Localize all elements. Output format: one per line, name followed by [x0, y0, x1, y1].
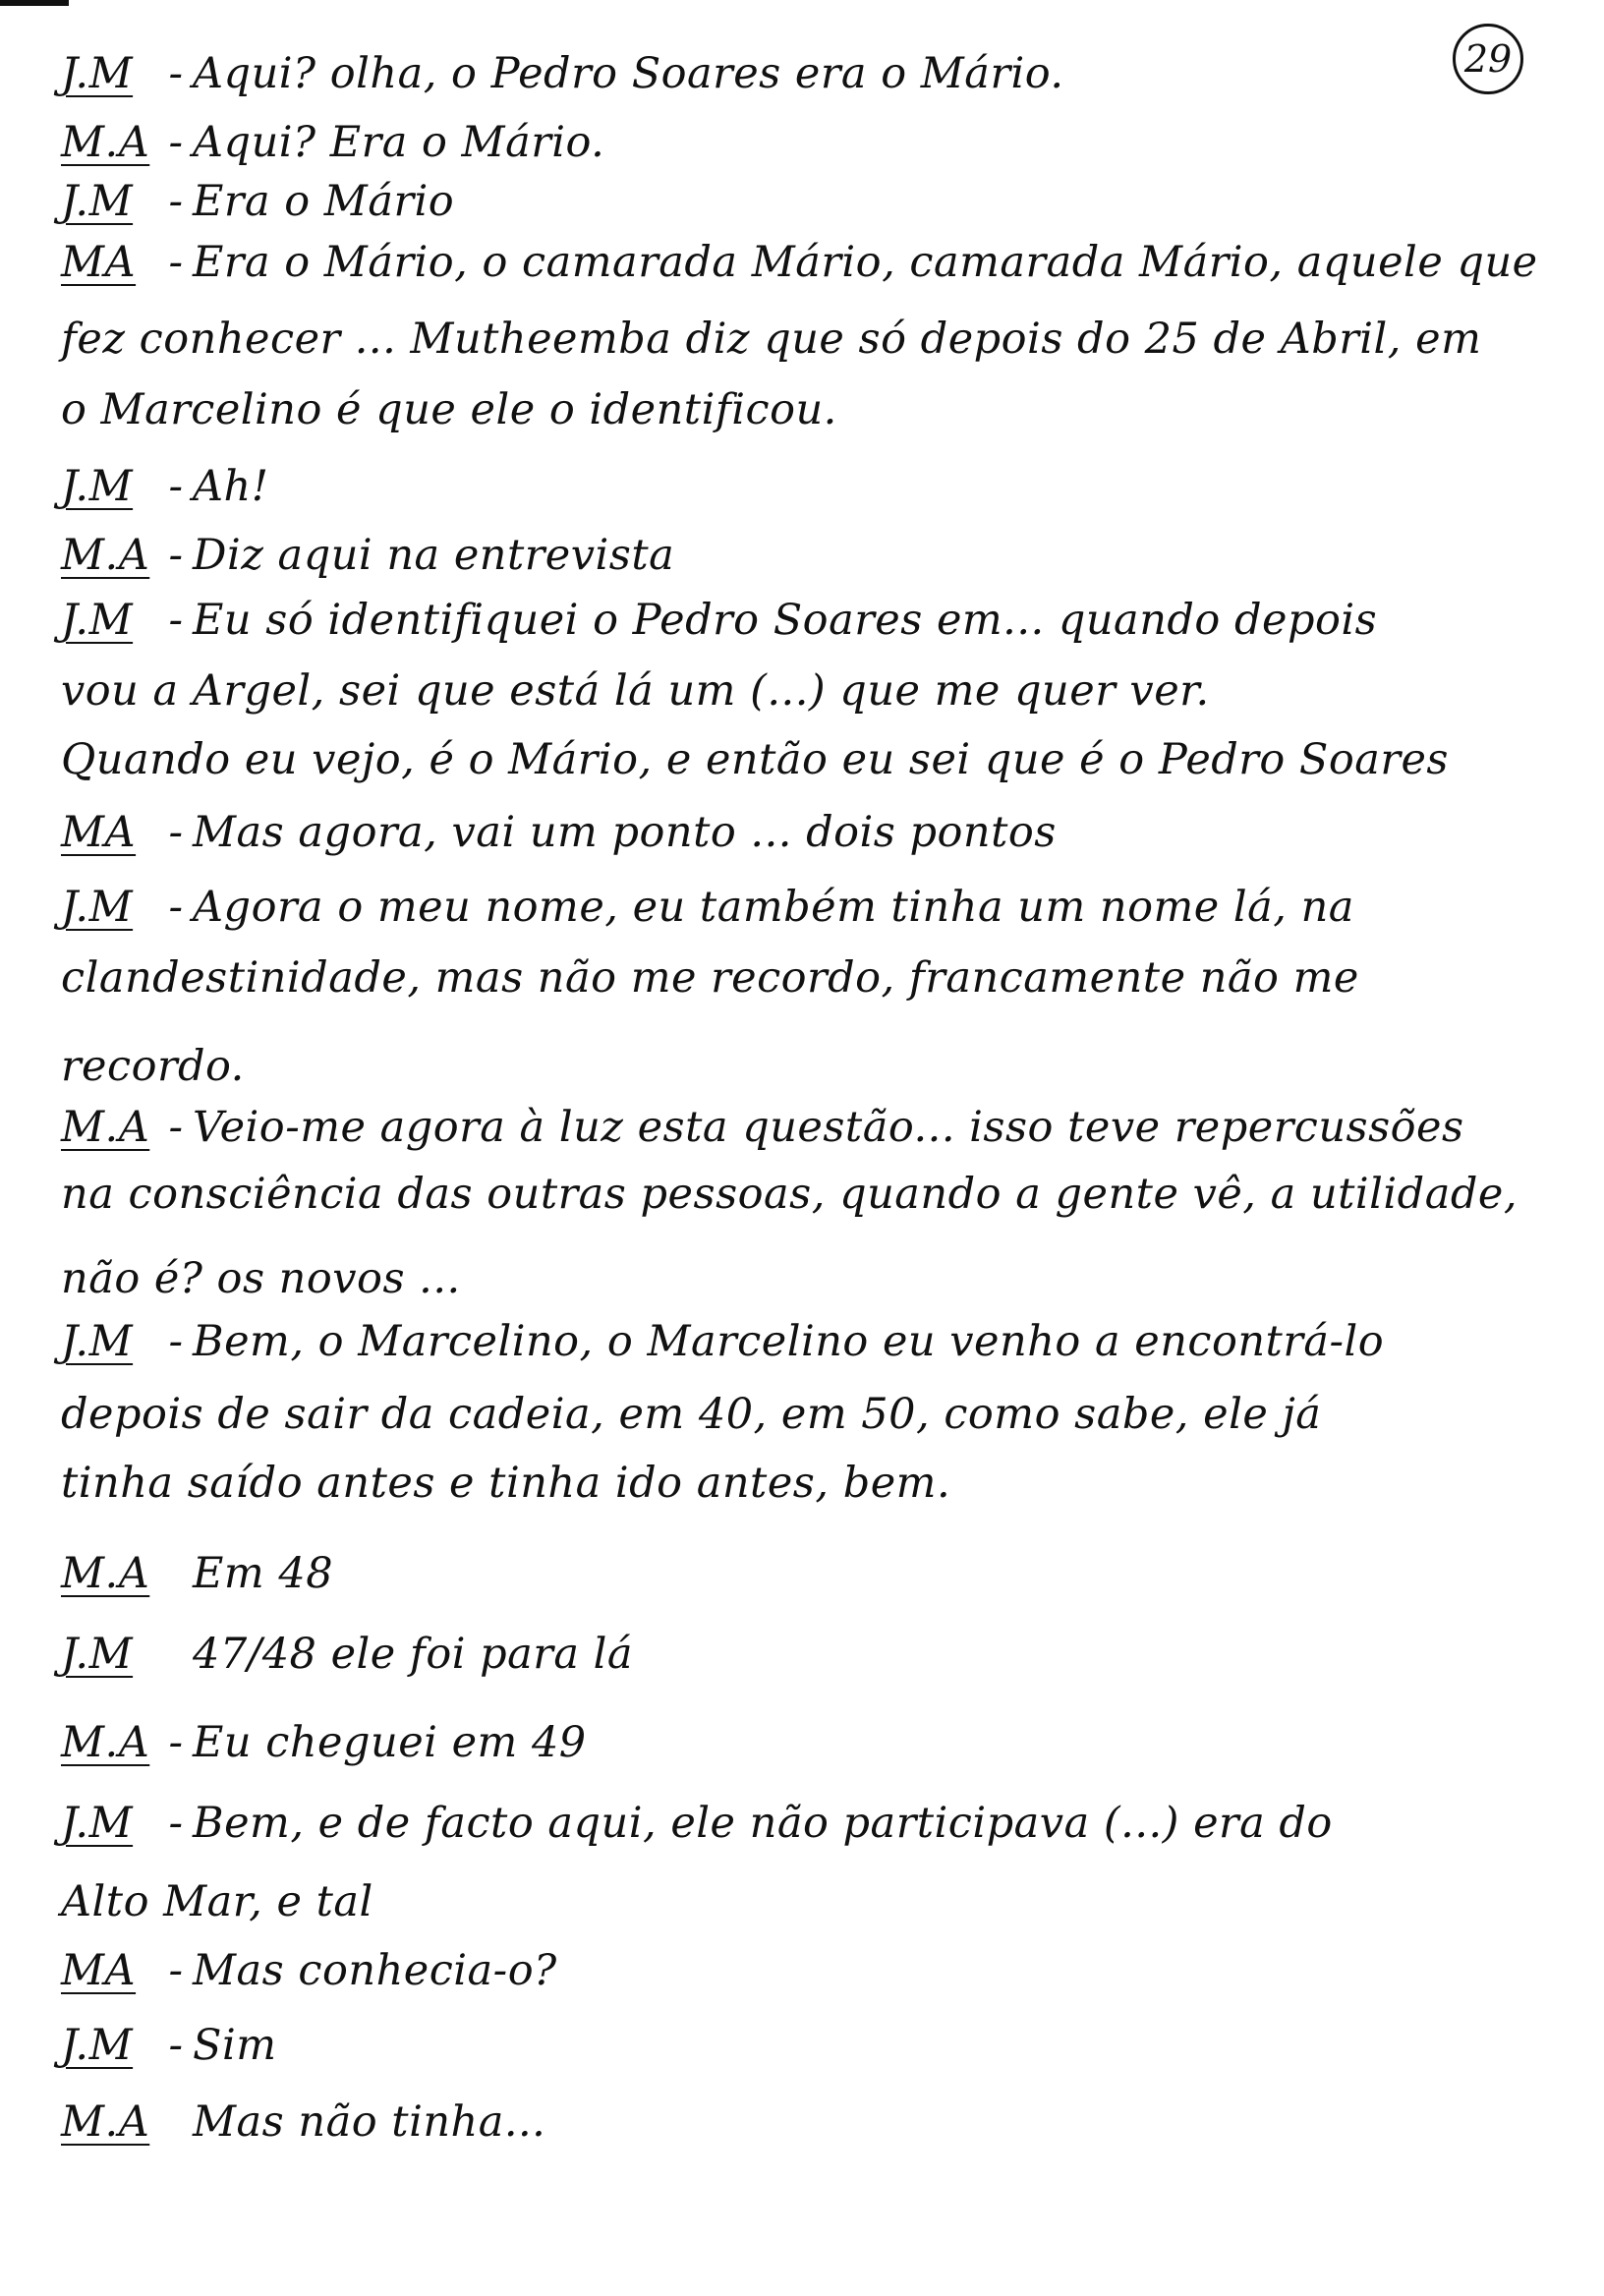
- transcript-line: [61, 1390, 1321, 1468]
- scan-corner-mark: [0, 0, 69, 6]
- transcript-line: [61, 462, 269, 541]
- line-text: Aqui? Era o Mário.: [193, 118, 605, 167]
- speaker-dash: -: [168, 1718, 184, 1767]
- transcript-line: [61, 1799, 1333, 1877]
- transcript-line: [61, 1946, 557, 2025]
- line-text: Aqui? olha, o Pedro Soares era o Mário.: [193, 49, 1064, 98]
- speaker-dash: -: [168, 1317, 184, 1366]
- line-text: tinha saído antes e tinha ido antes, bem.: [61, 1459, 951, 1508]
- line-text: Bem, o Marcelino, o Marcelino eu venho a encontrá-lo: [193, 1317, 1385, 1366]
- speaker-label: MA: [61, 1946, 137, 1995]
- page-number: 29: [1463, 37, 1513, 81]
- speaker-label: J.M: [61, 596, 134, 645]
- speaker-label: M.A: [61, 2097, 150, 2147]
- speaker-label: J.M: [61, 177, 134, 226]
- line-text: Alto Mar, e tal: [61, 1877, 373, 1926]
- line-text: Diz aqui na entrevista: [193, 531, 675, 580]
- speaker-dash: -: [168, 177, 184, 226]
- transcript-line: [61, 596, 1377, 674]
- transcript-line: [61, 2021, 276, 2099]
- speaker-label: J.M: [61, 1799, 134, 1848]
- transcript-line: [61, 1170, 1518, 1248]
- speaker-label: M.A: [61, 1549, 150, 1598]
- transcript-line: [61, 49, 1064, 128]
- line-text: na consciência das outras pessoas, quando a gente vê, a utilidade,: [61, 1170, 1518, 1219]
- transcript-line: [61, 1877, 373, 1956]
- line-text: Era o Mário: [193, 177, 455, 226]
- speaker-label: J.M: [61, 1317, 134, 1366]
- speaker-dash: -: [168, 118, 184, 167]
- speaker-label: J.M: [61, 1630, 134, 1679]
- speaker-label: M.A: [61, 531, 150, 580]
- line-text: Mas conhecia-o?: [193, 1946, 557, 1995]
- speaker-dash: -: [168, 49, 184, 98]
- transcript-line: [61, 1317, 1384, 1396]
- speaker-label: M.A: [61, 1103, 150, 1152]
- speaker-dash: -: [168, 462, 184, 511]
- line-text: Bem, e de facto aqui, ele não participava (...) era do: [193, 1799, 1333, 1848]
- transcript-line: [61, 1549, 333, 1628]
- transcript-line: [61, 666, 1210, 745]
- line-text: fez conhecer ... Mutheemba diz que só depois do 25 de Abril, em: [61, 315, 1482, 364]
- speaker-label: J.M: [61, 462, 134, 511]
- transcript-line: [61, 1630, 633, 1708]
- transcript-line: [61, 1718, 587, 1797]
- line-text: 47/48 ele foi para lá: [193, 1630, 634, 1679]
- transcript-line: [61, 1459, 950, 1537]
- speaker-label: J.M: [61, 883, 134, 932]
- line-text: Mas agora, vai um ponto ... dois pontos: [193, 808, 1057, 857]
- line-text: Agora o meu nome, eu também tinha um nome lá, na: [193, 883, 1354, 932]
- transcript-line: [61, 385, 837, 464]
- speaker-label: J.M: [61, 2021, 134, 2070]
- line-text: Em 48: [193, 1549, 334, 1598]
- transcript-line: [61, 808, 1057, 887]
- line-text: clandestinidade, mas não me recordo, francamente não me: [61, 953, 1359, 1003]
- line-text: Era o Mário, o camarada Mário, camarada Mário, aquele que: [193, 238, 1538, 287]
- line-text: recordo.: [61, 1042, 245, 1091]
- transcript-line: [61, 735, 1449, 814]
- line-text: vou a Argel, sei que está lá um (...) que me quer ver.: [61, 666, 1210, 716]
- speaker-dash: -: [168, 1103, 184, 1152]
- speaker-dash: -: [168, 2021, 184, 2070]
- speaker-dash: -: [168, 1799, 184, 1848]
- transcript-line: [61, 953, 1359, 1032]
- transcript-line: [61, 238, 1538, 316]
- line-text: Eu cheguei em 49: [193, 1718, 587, 1767]
- transcript-line: [61, 2097, 545, 2176]
- line-text: depois de sair da cadeia, em 40, em 50, como sabe, ele já: [61, 1390, 1322, 1439]
- speaker-dash: -: [168, 1946, 184, 1995]
- speaker-label: M.A: [61, 118, 150, 167]
- speaker-dash: -: [168, 531, 184, 580]
- speaker-label: J.M: [61, 49, 134, 98]
- line-text: Quando eu vejo, é o Mário, e então eu sei que é o Pedro Soares: [61, 735, 1449, 784]
- transcript-line: [61, 315, 1481, 393]
- speaker-label: M.A: [61, 1718, 150, 1767]
- speaker-dash: -: [168, 596, 184, 645]
- speaker-dash: -: [168, 883, 184, 932]
- line-text: Mas não tinha...: [193, 2097, 546, 2147]
- line-text: Sim: [193, 2021, 277, 2070]
- speaker-label: MA: [61, 808, 137, 857]
- line-text: Veio-me agora à luz esta questão... isso teve repercussões: [193, 1103, 1464, 1152]
- line-text: Eu só identifiquei o Pedro Soares em... quando depois: [193, 596, 1378, 645]
- page-number-circle: [1453, 24, 1523, 94]
- transcript-line: [61, 883, 1354, 961]
- speaker-dash: -: [168, 808, 184, 857]
- speaker-label: MA: [61, 238, 137, 287]
- line-text: o Marcelino é que ele o identificou.: [61, 385, 837, 434]
- line-text: não é? os novos ...: [61, 1254, 461, 1303]
- line-text: Ah!: [193, 462, 269, 511]
- speaker-dash: -: [168, 238, 184, 287]
